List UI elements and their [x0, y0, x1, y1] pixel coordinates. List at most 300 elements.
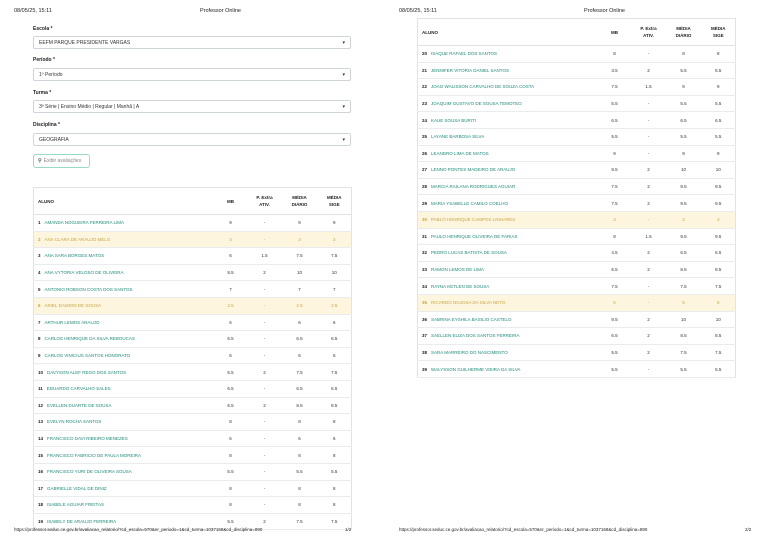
- pextra-value: 2: [632, 344, 666, 361]
- mb-value: 6.5: [214, 331, 248, 348]
- table-row: [418, 128, 736, 145]
- turma-value: 3ª Série | Ensino Médio | Regular | Manhã | A: [39, 104, 140, 110]
- escola-value: EEFM PARQUE PRESIDENTE VARGAS: [39, 40, 131, 46]
- media-sige-value: 6.5: [702, 245, 736, 262]
- student-number: 30: [422, 217, 428, 223]
- student-number: 31: [422, 233, 428, 239]
- periodo-value: 1º Período: [39, 72, 63, 78]
- pextra-value: 2: [248, 364, 282, 381]
- print-date: 08/05/25, 15:11: [14, 8, 52, 14]
- mb-value: 6: [214, 430, 248, 447]
- pextra-value: -: [248, 463, 282, 480]
- media-sige-value: 8: [318, 480, 352, 497]
- pextra-value: 2: [632, 311, 666, 328]
- pextra-value: -: [632, 112, 666, 129]
- media-sige-value: 7.5: [318, 248, 352, 265]
- student-number: 37: [422, 333, 428, 339]
- table-row: [34, 281, 352, 298]
- student-number: 3: [38, 253, 41, 259]
- media-sige-value: 3: [702, 211, 736, 228]
- media-diario-value: 9: [282, 215, 318, 232]
- student-name[interactable]: 4 ANA VYTORIA VELOSO DE OLIVEIRA: [34, 264, 214, 281]
- pextra-value: -: [248, 281, 282, 298]
- media-diario-value: 7.5: [282, 248, 318, 265]
- turma-select[interactable]: [33, 100, 351, 113]
- student-number: 2: [38, 236, 41, 242]
- disciplina-value: GEOGRAFIA: [39, 137, 69, 143]
- media-sige-value: 5.5: [702, 128, 736, 145]
- media-sige-value: 3: [318, 231, 352, 248]
- student-name[interactable]: 3 ANA SARA BORGES MATOS: [34, 248, 214, 265]
- periodo-select[interactable]: [33, 68, 351, 81]
- student-number: 7: [38, 319, 41, 325]
- student-name[interactable]: 7 ARTHUR LEMOS ARAUJO: [34, 314, 214, 331]
- media-diario-value: 9.5: [666, 178, 702, 195]
- media-sige-value: 2.5: [318, 297, 352, 314]
- student-number: 10: [38, 369, 44, 375]
- student-name[interactable]: 16 FRANCISCO YURI DE OLIVEIRA SOUSA: [34, 463, 214, 480]
- student-name[interactable]: 17 GABRIELLE VIDAL DE DINIZ: [34, 480, 214, 497]
- mb-value: 4.5: [598, 245, 632, 262]
- turma-label: Turma *: [33, 90, 52, 96]
- escola-label: Escola *: [33, 26, 53, 32]
- student-name[interactable]: 10 DAVYSON ALEF REGO DOS SANTOS: [34, 364, 214, 381]
- chevron-down-icon: ▾: [342, 104, 345, 110]
- mb-value: 9: [598, 145, 632, 162]
- media-diario-value: 5.5: [666, 95, 702, 112]
- mb-value: 8.5: [214, 264, 248, 281]
- student-number: 18: [38, 502, 44, 508]
- pextra-value: -: [248, 331, 282, 348]
- student-number: 33: [422, 267, 428, 273]
- student-name[interactable]: 5 ANTONIO ROBSON COSTA DOS SANTOS: [34, 281, 214, 298]
- table-row: [34, 480, 352, 497]
- mb-value: 8: [598, 228, 632, 245]
- media-diario-value: 2.5: [282, 297, 318, 314]
- mb-value: 5.5: [598, 95, 632, 112]
- print-title: Professor Online: [584, 8, 625, 14]
- media-diario-value: 9: [666, 79, 702, 96]
- table-row: [34, 364, 352, 381]
- media-sige-value: 8: [318, 497, 352, 514]
- student-number: 1: [38, 220, 41, 226]
- student-name[interactable]: 31 PAULO HENRIQUE OLIVEIRA DE FARIAS: [418, 228, 598, 245]
- pextra-value: -: [632, 145, 666, 162]
- student-name[interactable]: 36 SABRINA EYSHILA BASILIO CASTELO: [418, 311, 598, 328]
- media-diario-value: 7.5: [282, 513, 318, 530]
- table-row: [418, 112, 736, 129]
- media-diario-value: 6.5: [282, 331, 318, 348]
- table-row: [418, 328, 736, 345]
- pextra-value: -: [632, 128, 666, 145]
- media-diario-value: 5.5: [666, 128, 702, 145]
- pextra-value: 2: [632, 261, 666, 278]
- mb-value: 9.5: [598, 162, 632, 179]
- student-name[interactable]: 19 ISABELY DE ARAUJO FERREIRA: [34, 513, 214, 530]
- media-diario-value: 8.5: [666, 261, 702, 278]
- pextra-value: -: [248, 414, 282, 431]
- mb-value: 5.5: [598, 344, 632, 361]
- table-row: [418, 294, 736, 311]
- media-diario-value: 8.5: [666, 328, 702, 345]
- media-sige-value: 6: [318, 314, 352, 331]
- student-number: 29: [422, 200, 428, 206]
- media-sige-value: 8.5: [318, 397, 352, 414]
- pextra-value: -: [248, 215, 282, 232]
- media-diario-value: 6: [282, 314, 318, 331]
- student-name[interactable]: 38 SARA MARREIRO DO NASCIMENTO: [418, 344, 598, 361]
- col-pextra: P. Extra ATIV.: [632, 19, 666, 46]
- mb-value: 9.5: [598, 311, 632, 328]
- print-url: https://professor.seduc.ce.gov.br/avaliacao_relatorio/?cd_escola=570&nr_periodo=1&cd_turma=1037168&cd_disciplina=890: [14, 527, 263, 532]
- mb-value: 5.5: [214, 364, 248, 381]
- mb-value: 7: [214, 281, 248, 298]
- media-sige-value: 6.5: [702, 112, 736, 129]
- student-name[interactable]: 39 WALYSSON GUILHERME VIEIRA DA SILVA: [418, 361, 598, 378]
- table-row: [418, 211, 736, 228]
- table-row: [34, 347, 352, 364]
- student-name[interactable]: 29 MARIA YSABELLE CAMILO COELHO: [418, 195, 598, 212]
- chevron-down-icon: ▾: [342, 137, 345, 143]
- student-name[interactable]: 25 LAYANE BARBOSA SILVA: [418, 128, 598, 145]
- student-number: 8: [38, 336, 41, 342]
- student-name[interactable]: 12 EVELLEN DUARTE DE SOUSA: [34, 397, 214, 414]
- media-sige-value: 7.5: [702, 278, 736, 295]
- media-diario-value: 8: [282, 497, 318, 514]
- page-number: 2/2: [745, 527, 752, 532]
- media-sige-value: 9.5: [702, 195, 736, 212]
- pextra-value: -: [248, 314, 282, 331]
- page-number: 1/2: [345, 527, 352, 532]
- student-name[interactable]: 35 RICARDO NOJOSA DA SILVA NETO: [418, 294, 598, 311]
- mb-value: 5.5: [598, 128, 632, 145]
- student-number: 5: [38, 286, 41, 292]
- student-number: 23: [422, 101, 428, 107]
- mb-value: 6.5: [598, 112, 632, 129]
- pextra-value: -: [632, 278, 666, 295]
- mb-value: 6.5: [214, 397, 248, 414]
- student-name[interactable]: 8 CARLOS HENRIQUE DA SILVA REBOUCAS: [34, 331, 214, 348]
- chevron-down-icon: ▾: [342, 72, 345, 78]
- media-diario-value: 7.5: [666, 344, 702, 361]
- col-aluno: ALUNO: [418, 19, 598, 46]
- mb-value: 3: [214, 231, 248, 248]
- media-sige-value: 7.5: [702, 344, 736, 361]
- student-number: 11: [38, 386, 43, 392]
- student-name[interactable]: 32 PEDRO LUCAS BATISTA DE SOUSA: [418, 245, 598, 262]
- table-row: [34, 380, 352, 397]
- student-number: 32: [422, 250, 428, 256]
- pextra-value: -: [632, 361, 666, 378]
- media-sige-value: 9: [318, 215, 352, 232]
- pextra-value: 2: [632, 162, 666, 179]
- student-name[interactable]: 22 JOAO WALISSON CARVALHO DE SOUZA COSTA: [418, 79, 598, 96]
- pextra-value: 2: [248, 397, 282, 414]
- media-diario-value: 8.5: [282, 397, 318, 414]
- student-name[interactable]: 33 RAMON LEMOS DE LIMA: [418, 261, 598, 278]
- student-name[interactable]: 20 ISAQUE RAFAEL DOS SANTOS: [418, 46, 598, 63]
- media-sige-value: 6: [318, 430, 352, 447]
- media-sige-value: 6.5: [318, 380, 352, 397]
- student-name[interactable]: 14 FRANCISCO DAVI RIBEIRO MENEZES: [34, 430, 214, 447]
- student-number: 6: [38, 303, 41, 309]
- media-sige-value: 9.5: [702, 228, 736, 245]
- table-row: [418, 62, 736, 79]
- disciplina-select[interactable]: [33, 133, 351, 146]
- student-number: 13: [38, 419, 44, 425]
- student-name[interactable]: 11 EDUARDO CARVALHO SALES: [34, 380, 214, 397]
- media-diario-value: 6.5: [666, 245, 702, 262]
- media-sige-value: 7.5: [318, 364, 352, 381]
- table-row: [418, 278, 736, 295]
- exibir-avaliacoes-button[interactable]: [33, 154, 90, 168]
- student-number: 14: [38, 436, 44, 442]
- media-diario-value: 3: [666, 211, 702, 228]
- mb-value: 6.5: [598, 328, 632, 345]
- media-diario-value: 7.5: [666, 278, 702, 295]
- media-diario-value: 5.5: [666, 62, 702, 79]
- media-sige-value: 8.5: [702, 261, 736, 278]
- media-sige-value: 5: [702, 294, 736, 311]
- col-media-diario: MÉDIA DIÁRIO: [282, 188, 318, 215]
- media-diario-value: 3: [282, 231, 318, 248]
- student-name[interactable]: 23 JOAQUIM GUSTAVO DE SOUSA TEMOTEO: [418, 95, 598, 112]
- mb-value: 8: [214, 447, 248, 464]
- media-diario-value: 7.5: [282, 364, 318, 381]
- col-media-sige: MÉDIA SIGE: [702, 19, 736, 46]
- media-sige-value: 9: [702, 79, 736, 96]
- pextra-value: -: [632, 211, 666, 228]
- student-number: 24: [422, 117, 428, 123]
- media-sige-value: 6: [318, 347, 352, 364]
- mb-value: 5: [598, 294, 632, 311]
- chevron-down-icon: ▾: [342, 40, 345, 46]
- col-media-diario: MÉDIA DIÁRIO: [666, 19, 702, 46]
- media-diario-value: 7: [282, 281, 318, 298]
- table-row: [418, 95, 736, 112]
- media-diario-value: 8: [282, 447, 318, 464]
- col-mb: MB: [598, 19, 632, 46]
- table-row: [34, 430, 352, 447]
- exibir-avaliacoes-label: Exibir avaliações: [43, 158, 82, 164]
- pextra-value: 2: [248, 264, 282, 281]
- media-sige-value: 9.5: [702, 178, 736, 195]
- pextra-value: 2: [632, 178, 666, 195]
- student-number: 35: [422, 300, 428, 306]
- col-pextra: P. Extra ATIV.: [248, 188, 282, 215]
- periodo-label: Período *: [33, 57, 55, 63]
- mb-value: 6.5: [598, 261, 632, 278]
- pextra-value: 2: [632, 245, 666, 262]
- pextra-value: -: [248, 430, 282, 447]
- table-row: [418, 261, 736, 278]
- student-number: 22: [422, 84, 428, 90]
- student-name[interactable]: 27 LENNO PONTES MADEIRO DE ARAUJO: [418, 162, 598, 179]
- disciplina-label: Disciplina *: [33, 122, 60, 128]
- student-name[interactable]: 13 EVELYN ROCHA SANTOS: [34, 414, 214, 431]
- student-name[interactable]: 26 LEANDRO LIMA DE MATOS: [418, 145, 598, 162]
- pextra-value: -: [248, 297, 282, 314]
- pextra-value: -: [248, 380, 282, 397]
- media-sige-value: 8: [318, 414, 352, 431]
- media-diario-value: 9.5: [666, 195, 702, 212]
- student-number: 4: [38, 270, 41, 276]
- table-row: [34, 497, 352, 514]
- pextra-value: -: [248, 497, 282, 514]
- media-sige-value: 7.5: [318, 513, 352, 530]
- pextra-value: 2: [248, 513, 282, 530]
- mb-value: 7.5: [598, 278, 632, 295]
- pextra-value: 2: [632, 195, 666, 212]
- mb-value: 7.5: [598, 178, 632, 195]
- mb-value: 5.5: [598, 361, 632, 378]
- student-name[interactable]: 6 ARIEL DAMION DE SOUSA: [34, 297, 214, 314]
- print-date: 08/05/25, 15:11: [399, 8, 437, 14]
- media-sige-value: 9: [702, 145, 736, 162]
- table-row: [418, 162, 736, 179]
- mb-value: 5.5: [214, 463, 248, 480]
- table-row: [34, 231, 352, 248]
- table-row: [418, 344, 736, 361]
- table-row: [34, 331, 352, 348]
- student-number: 16: [38, 469, 44, 475]
- media-sige-value: 8.5: [702, 328, 736, 345]
- mb-value: 9: [214, 215, 248, 232]
- pextra-value: 2: [632, 328, 666, 345]
- media-sige-value: 5.5: [702, 62, 736, 79]
- pextra-value: -: [632, 46, 666, 63]
- student-name[interactable]: 30 PABLO HENRIQUE CAMPOS LINHARES: [418, 211, 598, 228]
- student-number: 28: [422, 184, 428, 190]
- mb-value: 7.5: [598, 195, 632, 212]
- pextra-value: 1.5: [632, 79, 666, 96]
- escola-select[interactable]: [33, 36, 351, 49]
- student-name[interactable]: 9 CARLOS VINICIUS SANTOS HONORATO: [34, 347, 214, 364]
- mb-value: 8: [598, 46, 632, 63]
- mb-value: 6.5: [214, 380, 248, 397]
- student-number: 26: [422, 150, 428, 156]
- media-diario-value: 9: [666, 145, 702, 162]
- media-sige-value: 10: [702, 162, 736, 179]
- media-sige-value: 8: [702, 46, 736, 63]
- mb-value: 8: [214, 497, 248, 514]
- media-sige-value: 7: [318, 281, 352, 298]
- table-row: [418, 145, 736, 162]
- table-row: [34, 264, 352, 281]
- col-media-sige: MÉDIA SIGE: [318, 188, 352, 215]
- media-diario-value: 8: [282, 480, 318, 497]
- student-name[interactable]: 21 JENNIFER VITORIA DANIEL SANTOS: [418, 62, 598, 79]
- student-number: 12: [38, 402, 44, 408]
- mb-value: 3.5: [598, 62, 632, 79]
- media-diario-value: 10: [666, 162, 702, 179]
- table-row: [34, 297, 352, 314]
- student-number: 19: [38, 518, 44, 524]
- media-sige-value: 5.5: [702, 361, 736, 378]
- mb-value: 8: [214, 414, 248, 431]
- pextra-value: -: [248, 447, 282, 464]
- student-number: 34: [422, 283, 428, 289]
- pextra-value: 1.5: [632, 228, 666, 245]
- media-diario-value: 10: [282, 264, 318, 281]
- media-sige-value: 8: [318, 447, 352, 464]
- pextra-value: -: [248, 231, 282, 248]
- mb-value: 8: [214, 480, 248, 497]
- mb-value: 7.5: [598, 79, 632, 96]
- table-row: [418, 195, 736, 212]
- student-name[interactable]: 34 RAYNA KETLEN DE SOUSA: [418, 278, 598, 295]
- search-icon: ⚲: [38, 158, 42, 164]
- student-number: 17: [38, 485, 44, 491]
- col-mb: MB: [214, 188, 248, 215]
- table-row: [34, 397, 352, 414]
- media-diario-value: 9.5: [666, 228, 702, 245]
- mb-value: 6: [214, 248, 248, 265]
- student-name[interactable]: 28 MARCIA RAILANA RODRIGUES AGUIAR: [418, 178, 598, 195]
- media-diario-value: 8: [666, 46, 702, 63]
- media-sige-value: 5.5: [318, 463, 352, 480]
- student-number: 9: [38, 353, 41, 359]
- pextra-value: 2: [632, 62, 666, 79]
- student-number: 36: [422, 316, 428, 322]
- mb-value: 5.5: [214, 513, 248, 530]
- student-name[interactable]: 18 ISABELE AGUIAR FREITAS: [34, 497, 214, 514]
- student-name[interactable]: 24 KAUE SOUSA BURITI: [418, 112, 598, 129]
- pextra-value: -: [632, 95, 666, 112]
- table-row: [34, 447, 352, 464]
- media-sige-value: 10: [702, 311, 736, 328]
- mb-value: 6: [214, 314, 248, 331]
- media-sige-value: 5.5: [702, 95, 736, 112]
- grades-table-page1: [33, 187, 352, 530]
- student-number: 25: [422, 134, 428, 140]
- table-row: [34, 463, 352, 480]
- student-name[interactable]: 2 ANA CLARA DE ARAUJO MELO: [34, 231, 214, 248]
- pextra-value: 1.5: [248, 248, 282, 265]
- media-diario-value: 6: [282, 347, 318, 364]
- table-row: [34, 215, 352, 232]
- student-name[interactable]: 37 SAELLEN ELIZA DOS SANTOS FERREIRA: [418, 328, 598, 345]
- student-name[interactable]: 15 FRANCISCO FABRICIO DE PAULA MOREIRA: [34, 447, 214, 464]
- media-diario-value: 6: [282, 430, 318, 447]
- student-number: 15: [38, 452, 44, 458]
- pextra-value: -: [632, 294, 666, 311]
- media-diario-value: 5.5: [666, 361, 702, 378]
- student-number: 20: [422, 51, 428, 57]
- media-diario-value: 6.5: [282, 380, 318, 397]
- student-number: 21: [422, 67, 428, 73]
- table-row: [418, 178, 736, 195]
- media-diario-value: 5: [666, 294, 702, 311]
- pextra-value: -: [248, 347, 282, 364]
- media-sige-value: 10: [318, 264, 352, 281]
- student-number: 27: [422, 167, 428, 173]
- grades-table-page2: [417, 18, 736, 378]
- pextra-value: -: [248, 480, 282, 497]
- student-name[interactable]: 1 AMANDA NOGUEIRA FERREIRA LIMA: [34, 215, 214, 232]
- table-row: [418, 311, 736, 328]
- table-row: [418, 46, 736, 63]
- media-diario-value: 10: [666, 311, 702, 328]
- media-diario-value: 8: [282, 414, 318, 431]
- table-row: [418, 361, 736, 378]
- table-row: [418, 79, 736, 96]
- mb-value: 2.5: [214, 297, 248, 314]
- table-row: [418, 228, 736, 245]
- media-sige-value: 6.5: [318, 331, 352, 348]
- mb-value: 3: [598, 211, 632, 228]
- col-aluno: ALUNO: [34, 188, 214, 215]
